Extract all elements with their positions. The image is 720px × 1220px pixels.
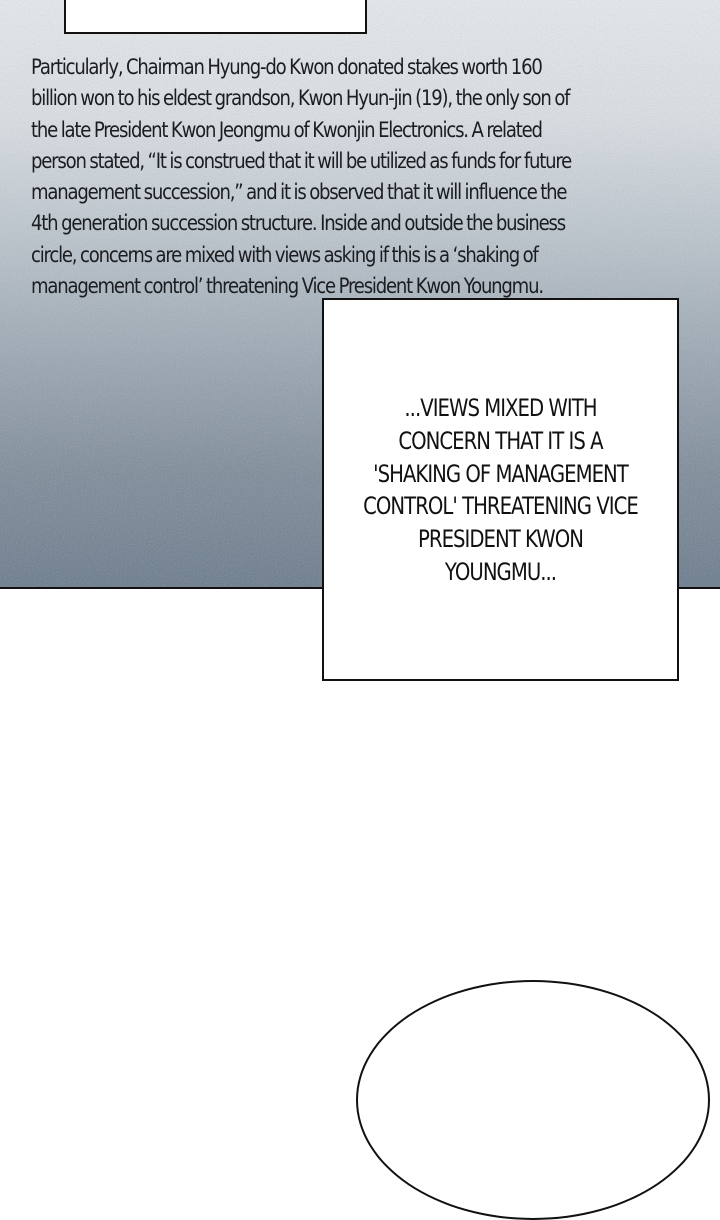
article-line: circle, concerns are mixed with views asking if this is a ‘shaking of [31, 242, 538, 267]
article-line: management control’ threatening Vice President Kwon Youngmu. [31, 274, 543, 299]
narration-line: YOUNGMU... [444, 557, 557, 586]
article-line: the late President Kwon Jeongmu of Kwonjin Electronics. A related [31, 117, 542, 142]
article-line: Particularly, Chairman Hyung-do Kwon donated stakes worth 160 [31, 55, 542, 79]
top-caption-box [64, 0, 367, 34]
narration-line: CONCERN THAT IT IS A [398, 426, 603, 455]
article-line: person stated, “It is construed that it will be utilized as funds for future [31, 148, 572, 173]
news-article-text [31, 52, 719, 302]
narration-line: ...VIEWS MIXED WITH [404, 394, 597, 422]
narration-line: 'SHAKING OF MANAGEMENT [373, 459, 628, 488]
narration-line: CONTROL' THREATENING VICE [363, 492, 638, 521]
narration-box [322, 298, 679, 681]
article-line: 4th generation succession structure. Inside and outside the business [31, 211, 565, 236]
narration-line: PRESIDENT KWON [418, 525, 583, 554]
speech-bubble [356, 980, 710, 1220]
article-line: billion won to his eldest grandson, Kwon Hyun-jin (19), the only son of [31, 86, 570, 111]
article-line: management succession,” and it is observed that it will influence the [31, 180, 567, 205]
narration-text [324, 392, 677, 589]
